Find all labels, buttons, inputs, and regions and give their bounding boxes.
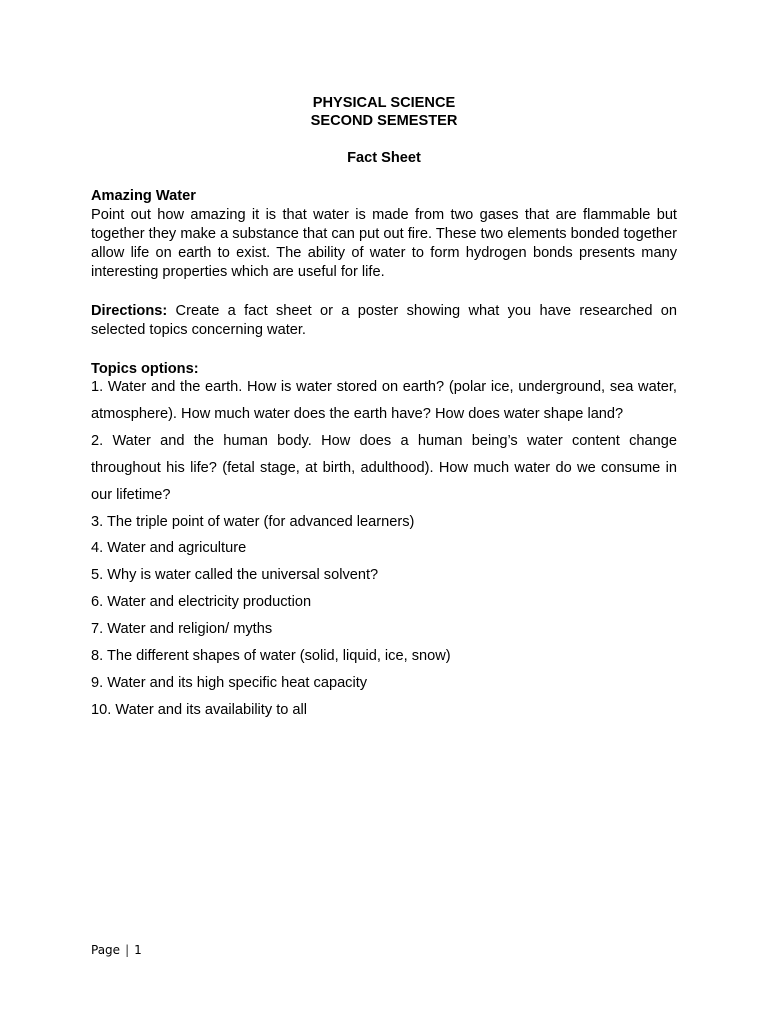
list-item: 4. Water and agriculture <box>91 540 247 557</box>
list-item: 7. Water and religion/ myths <box>91 621 273 638</box>
list-item: 5. Why is water called the universal solvent? <box>91 567 379 584</box>
section-heading-topics: Topics options: <box>91 361 199 377</box>
topics-list <box>91 374 677 724</box>
list-item: 8. The different shapes of water (solid, liquid, ice, snow) <box>91 648 451 665</box>
page-footer <box>91 942 142 958</box>
directions-text: Create a fact sheet or a poster showing what you have researched on selected topics concerning water. <box>91 303 677 338</box>
list-item: 9. Water and its high specific heat capacity <box>91 674 368 691</box>
list-item: 2. Water and the human body. How does a human being’s water content change throughout his life? (fetal stage, at birth, adulthood). How much water do we consume in our lifetime? <box>91 432 677 503</box>
list-item: 6. Water and electricity production <box>91 594 312 611</box>
directions-paragraph <box>91 302 677 340</box>
page-separator: | <box>125 943 130 957</box>
directions-label: Directions: <box>91 303 168 319</box>
page-label: Page <box>91 943 121 957</box>
document-title-semester: SECOND SEMESTER <box>310 113 458 129</box>
page-number: 1 <box>134 943 142 957</box>
list-item: 10. Water and its availability to all <box>91 701 308 718</box>
section-heading-amazing-water: Amazing Water <box>91 188 196 204</box>
intro-paragraph: Point out how amazing it is that water is made from two gases that are flammable but together they make a substance that can put out fire. These two elements bonded together allow life on earth to exist. The ability of water to form hydrogen bonds presents many interesting properties which are useful for life. <box>91 207 677 280</box>
document-title-fact-sheet: Fact Sheet <box>347 150 421 166</box>
document-title-subject: PHYSICAL SCIENCE <box>312 95 456 111</box>
list-item: 1. Water and the earth. How is water stored on earth? (polar ice, underground, sea water, atmosphere). How much water does the earth have? How does water shape land? <box>91 379 677 422</box>
list-item: 3. The triple point of water (for advanced learners) <box>91 513 415 530</box>
